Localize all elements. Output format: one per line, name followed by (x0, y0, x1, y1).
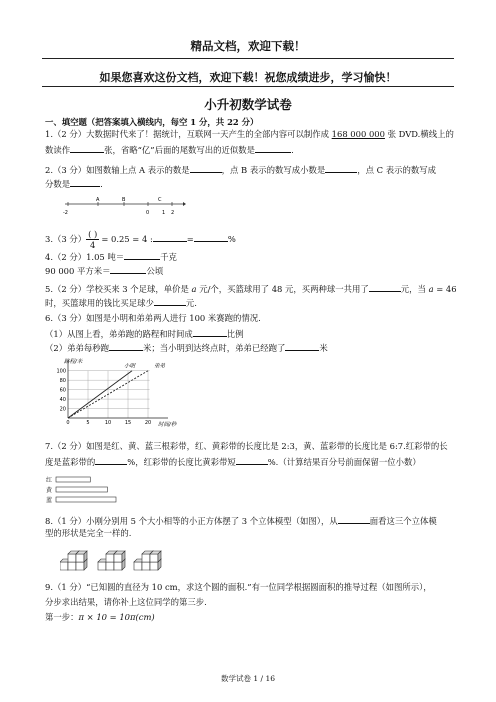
q5-text-b: 元/个，买篮球用了 48 元，买两种球一共用了 (196, 284, 369, 294)
q1-number: 168 000 000 (331, 129, 385, 139)
q6-line1 (45, 313, 457, 324)
q5-text-c: 元，当 (400, 284, 429, 294)
chart-y-tick: 100 (56, 368, 66, 375)
q7-line1 (45, 441, 457, 452)
q7-blank-1[interactable] (95, 455, 127, 465)
q6-blank-2[interactable] (109, 341, 143, 351)
q7-text-c: %，红彩带的长度比黄彩带短 (127, 457, 236, 467)
q5-var-a: a (191, 284, 197, 294)
q3-denominator: 4 (90, 240, 96, 250)
q9-step1-formula: π × 10 = 10π(cm) (78, 612, 155, 622)
chart-x-tick: 0 (66, 420, 70, 426)
q2-blank-3[interactable] (70, 177, 100, 187)
q4-unit-2: 公顷 (146, 266, 164, 276)
ribbon-label: 黄 (46, 487, 53, 494)
q1-text-end: 张 DVD.横线上的 (384, 129, 454, 139)
ribbon-bar (56, 487, 107, 492)
cube-model-3 (134, 551, 161, 570)
q4-line2 (45, 264, 457, 277)
nl-tick-0: 0 (146, 210, 150, 216)
q4-text: 4.（2 分）1.05 吨＝ (45, 252, 125, 262)
q8-text: 8.（1 分）小刚分别用 5 个大小相等的小正方体摆了 3 个立体模型（如图），从 (45, 516, 338, 526)
chart-series-label: 弟弟 (154, 363, 166, 370)
nl-point-a: A (96, 197, 100, 203)
q7-text: 7.（2 分）如图是红、黄、蓝三根彩带，红、黄彩带的长度比是 2:3，黄、蓝彩带的长度比是 6:7.红彩带的长 (45, 441, 448, 451)
chart-x-tick: 5 (86, 420, 90, 426)
q1-period: . (291, 145, 294, 155)
welcome-banner: 如果您喜欢这份文档，欢迎下载！祝您成绩进步，学习愉快！ (99, 71, 397, 84)
nl-tick-neg2: -2 (63, 210, 68, 216)
q4-text-2: 90 000 平方米＝ (45, 266, 111, 276)
q1-prompt-read: 数读作 (45, 145, 71, 155)
q6-sub2-mid: 米；当小明到达终点时，弟弟已经跑了 (142, 343, 286, 353)
q4-line1 (45, 250, 457, 263)
q2-text-d: 分数是 (45, 179, 71, 189)
q2-blank-1[interactable] (190, 163, 222, 173)
race-chart (50, 356, 190, 434)
page-title: 小升初数学试卷 (204, 97, 292, 112)
q6-line3 (45, 341, 457, 354)
header-title: 精品文档，欢迎下载！ (190, 39, 306, 53)
cube-models-figure (60, 546, 170, 572)
cube-model-1 (60, 551, 87, 570)
q4-blank-2[interactable] (110, 264, 146, 274)
q5-blank-2[interactable] (154, 296, 186, 306)
q6-sub1: （1）从图上看，弟弟跑的路程和时间成 (45, 329, 193, 339)
ribbons-figure (46, 474, 126, 506)
q8-line1 (45, 514, 457, 527)
q4-unit-1: 千克 (160, 252, 177, 262)
page-footer: 数学试卷 1 / 16 (221, 674, 275, 683)
q8-text-b: 面看这三个立体模 (369, 516, 437, 526)
q3-equation: = 0.25 = 4 : (101, 234, 153, 244)
section-heading: 一、填空题（把答案填入横线内，每空 1 分，共 22 分） (45, 117, 259, 127)
q9-line1 (45, 582, 457, 593)
q9-line2 (45, 597, 457, 608)
chart-x-tick: 15 (124, 420, 132, 426)
ribbon-label: 红 (46, 477, 53, 484)
q3-numerator: ( ) (88, 229, 98, 239)
q3-blank-1[interactable] (153, 232, 187, 242)
q7-line2 (45, 455, 457, 468)
q2-line1 (45, 163, 457, 176)
q8-blank[interactable] (338, 514, 370, 524)
q6-sub2-end: 米 (319, 343, 328, 353)
q5-line1 (45, 282, 457, 295)
q5-text: 5.（2 分）学校买来 3 个足球，单价是 (45, 284, 192, 294)
q1-blank-1[interactable] (70, 143, 104, 153)
chart-series-label: 小明 (124, 363, 136, 370)
ribbon-bar (56, 477, 90, 482)
q9-step1-label: 第一步： (45, 612, 79, 622)
q8-text-c: 型的形状是完全一样的. (45, 528, 132, 538)
q6-sub1-end: 比例 (226, 329, 244, 339)
chart-x-tick: 10 (104, 420, 112, 426)
q3-blank-2[interactable] (194, 232, 228, 242)
ribbon-label: 蓝 (46, 497, 53, 504)
q5-blank-1[interactable] (369, 282, 401, 292)
q3-percent: % (227, 234, 236, 244)
q6-sub2: （2）弟弟每秒跑 (45, 343, 109, 353)
nl-point-b: B (122, 197, 126, 203)
q5-unit: 元. (185, 298, 197, 308)
q1-prompt-approx: 张，省略“亿”后面的尾数写出的近似数是 (104, 145, 256, 155)
cube-model-2 (98, 551, 125, 570)
q3-eq-sign: = (186, 234, 194, 244)
q1-text: 1.（2 分）大数据时代来了！据统计，互联网一天产生的全部内容可以制作成 (45, 129, 332, 139)
header-rule (42, 58, 454, 59)
chart-x-tick: 20 (144, 420, 152, 426)
q7-text-d: %.（计算结果百分号前面保留一位小数） (267, 457, 421, 467)
number-line-arrow (183, 202, 186, 206)
q9-text: 9.（1 分）“已知圆的直径为 10 cm，求这个圆的面积.”有一位同学根据圆面积的推导过程（如图所示）， (45, 582, 432, 592)
q5-var-a-2: a (428, 284, 434, 294)
q2-blank-2[interactable] (325, 163, 357, 173)
q9-text-b: 分步求出结果，请你补上这位同学的第三步. (45, 597, 207, 607)
q7-text-b: 度是蓝彩带的 (45, 457, 96, 467)
q3-text: 3.（3 分） (45, 234, 87, 244)
nl-tick-2: 2 (171, 210, 175, 216)
q2-line2 (45, 177, 457, 190)
chart-y-label: 路程/米 (64, 359, 83, 365)
chart-series-line (68, 371, 132, 418)
q5-text-e: 时，买篮球用的钱比买足球少 (45, 298, 154, 308)
q7-blank-2[interactable] (236, 455, 268, 465)
nl-point-c: C (158, 197, 162, 203)
q6-blank-1[interactable] (193, 327, 227, 337)
q2-text: 2.（3 分）如图数轴上点 A 表示的数是 (45, 165, 190, 175)
q2-text-b: ，点 B 表示的数写成小数是 (221, 165, 326, 175)
q3-line (45, 228, 457, 250)
q6-blank-3[interactable] (285, 341, 319, 351)
chart-y-tick: 80 (59, 377, 66, 384)
q6-text: 6.（3 分）如图是小明和弟弟两人进行 100 米赛跑的情况. (45, 313, 261, 323)
number-line-figure (62, 196, 186, 218)
q5-line2 (45, 296, 457, 309)
chart-y-tick: 20 (59, 406, 66, 413)
q2-period: . (100, 179, 103, 189)
q4-blank-1[interactable] (124, 250, 160, 260)
q1-line1 (45, 129, 457, 140)
chart-x-label: 时间/秒 (158, 422, 177, 428)
q6-line2 (45, 327, 457, 340)
chart-y-tick: 40 (59, 396, 66, 403)
q1-blank-2[interactable] (255, 143, 291, 153)
banner-rule (42, 86, 454, 87)
q9-line3 (45, 612, 457, 623)
q8-line2 (45, 528, 457, 539)
q5-value: = 46 (433, 284, 457, 294)
nl-tick-1: 1 (162, 210, 166, 216)
q1-line2 (45, 143, 457, 156)
ribbon-bar (56, 497, 116, 502)
q3-fraction (86, 229, 99, 250)
chart-y-tick: 60 (59, 387, 66, 394)
q2-text-c: ，点 C 表示的数写成 (357, 165, 436, 175)
